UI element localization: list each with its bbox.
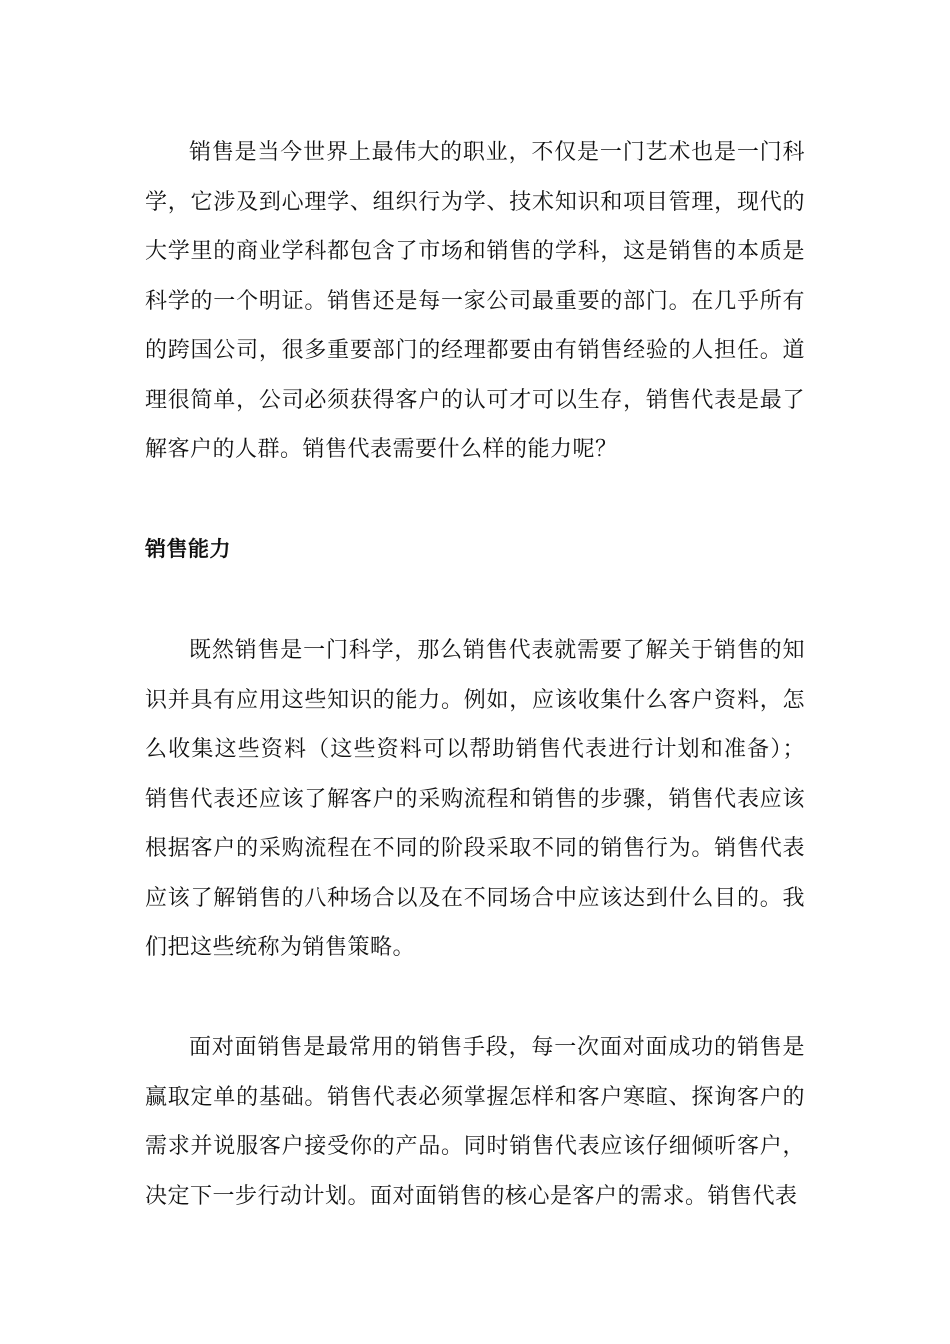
section-heading: 销售能力 — [145, 537, 231, 561]
face-to-face-sales-paragraph: 面对面销售是最常用的销售手段，每一次面对面成功的销售是赢取定单的基础。销售代表必须掌握怎样和客户寒暄、探询客户的需求并说服客户接受你的产品。同时销售代表应该仔细倾听客户，决定下一步行动计划。面对面销售的核心是客户的需求。销售代表 — [145, 1035, 805, 1209]
sales-strategy-paragraph: 既然销售是一门科学，那么销售代表就需要了解关于销售的知识并具有应用这些知识的能力。例如，应该收集什么客户资料，怎么收集这些资料（这些资料可以帮助销售代表进行计划和准备）；销售代表还应该了解客户的采购流程和销售的步骤，销售代表应该根据客户的采购流程在不同的阶段采取不同的销售行为。销售代表应该了解销售的八种场合以及在不同场合中应该达到什么目的。我们把这些统称为销售策略。 — [145, 638, 805, 960]
intro-paragraph: 销售是当今世界上最伟大的职业，不仅是一门艺术也是一门科学，它涉及到心理学、组织行为学、技术知识和项目管理，现代的大学里的商业学科都包含了市场和销售的学科，这是销售的本质是科学的一个明证。销售还是每一家公司最重要的部门。在几乎所有的跨国公司，很多重要部门的经理都要由有销售经验的人担任。道理很简单，公司必须获得客户的认可才可以生存，销售代表是最了解客户的人群。销售代表需要什么样的能力呢？ — [145, 140, 805, 462]
